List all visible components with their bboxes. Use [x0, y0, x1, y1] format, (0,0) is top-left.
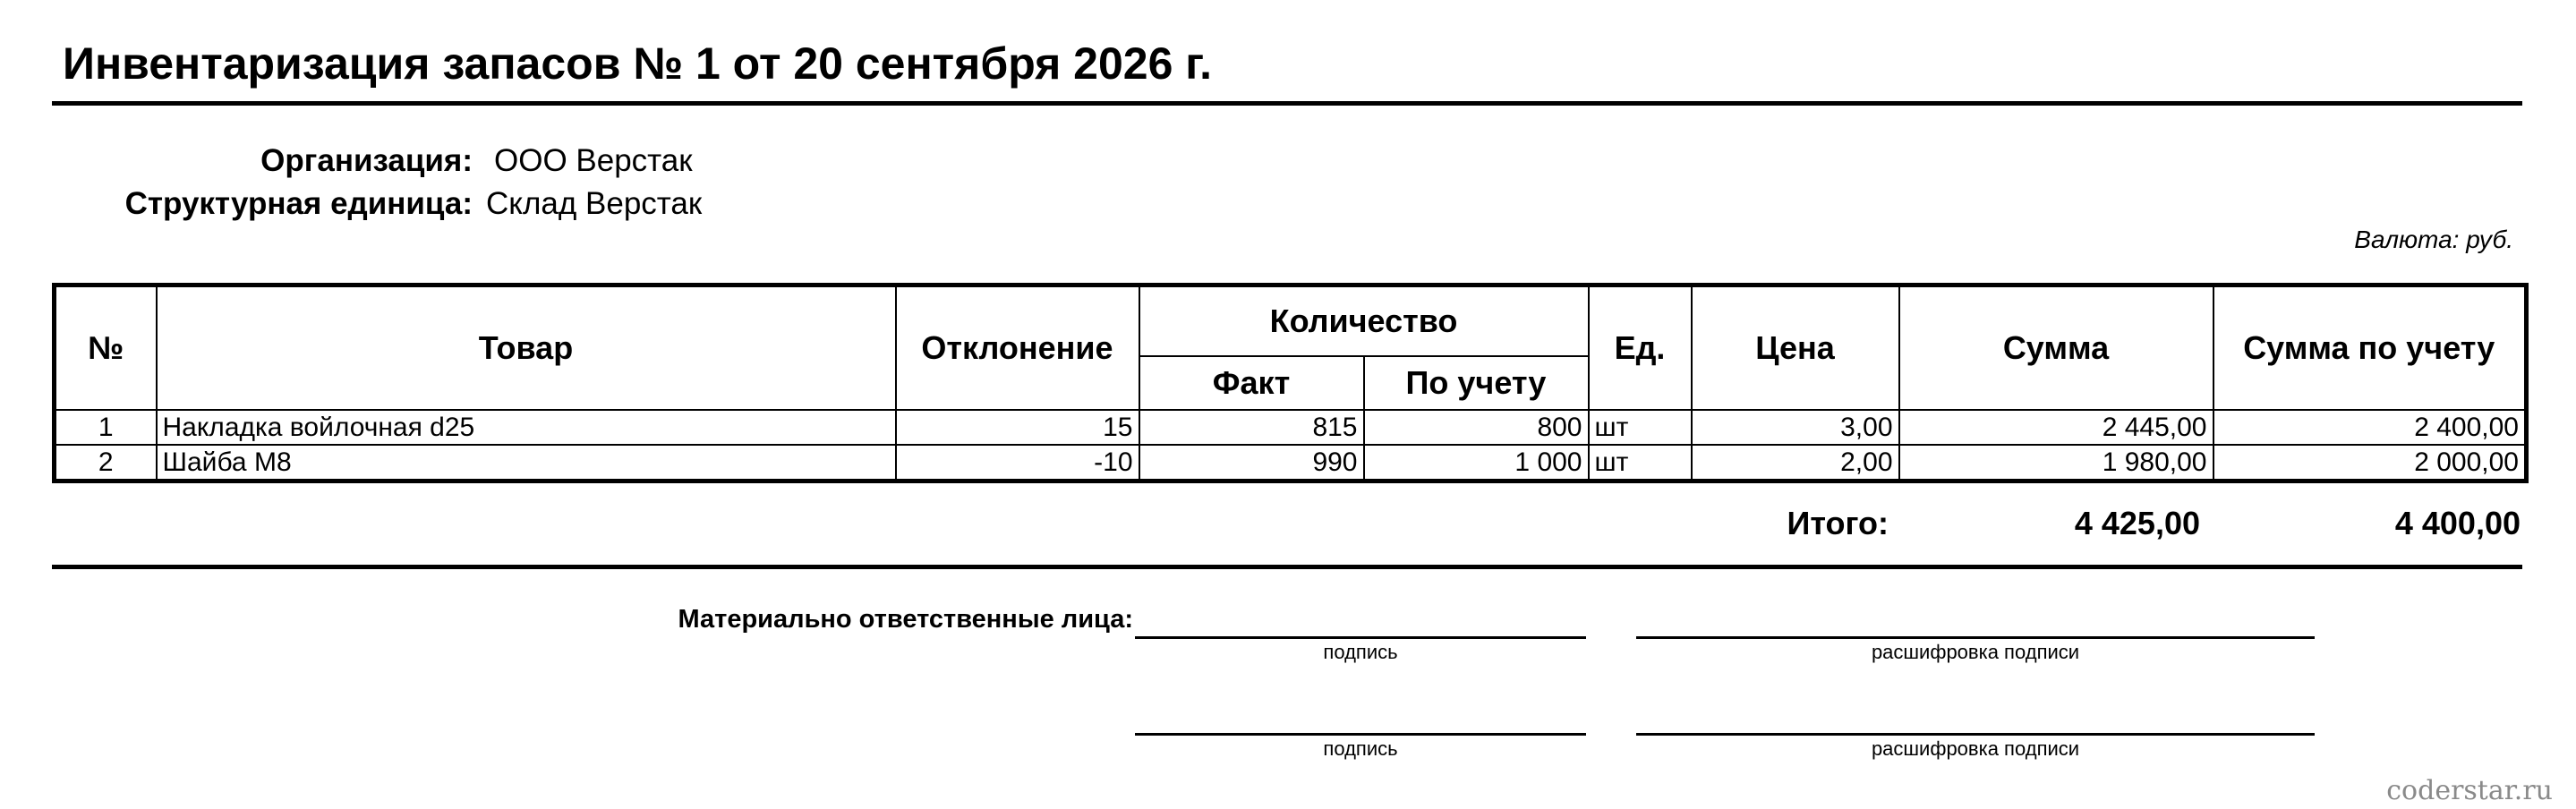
site-watermark: coderstar.ru	[2386, 775, 2553, 806]
signature-caption: подпись	[1323, 737, 1398, 760]
bottom-rule	[52, 565, 2522, 569]
unit-label: Структурная единица:	[124, 186, 473, 221]
header-unit: Ед.	[1589, 285, 1692, 411]
cell-deviation: 15	[896, 410, 1139, 445]
signature-line	[1135, 733, 1586, 736]
cell-accounting: 800	[1364, 410, 1589, 445]
cell-product: Шайба М8	[157, 445, 896, 481]
header-sum-accounting: Сумма по учету	[2213, 285, 2527, 411]
header-num: №	[55, 285, 157, 411]
decoding-line	[1636, 733, 2315, 736]
top-rule	[52, 101, 2522, 106]
currency-note: Валюта: руб.	[2354, 226, 2513, 253]
organization-label: Организация:	[260, 143, 473, 178]
header-sum: Сумма	[1899, 285, 2213, 411]
cell-sum: 2 445,00	[1899, 410, 2213, 445]
total-sum: 4 425,00	[2074, 505, 2200, 541]
cell-fact: 990	[1139, 445, 1364, 481]
cell-product: Накладка войлочная d25	[157, 410, 896, 445]
total-sum-accounting: 4 400,00	[2394, 505, 2521, 541]
header-quantity: Количество	[1139, 285, 1589, 357]
header-fact: Факт	[1139, 356, 1364, 410]
cell-price: 2,00	[1692, 445, 1899, 481]
decoding-line	[1636, 636, 2315, 639]
header-price: Цена	[1692, 285, 1899, 411]
cell-sum-accounting: 2 000,00	[2213, 445, 2527, 481]
signature-line	[1135, 636, 1586, 639]
table-row	[55, 410, 2527, 445]
unit-value: Склад Верстак	[486, 186, 703, 221]
decoding-caption: расшифровка подписи	[1871, 737, 2080, 760]
signature-caption: подпись	[1323, 641, 1398, 663]
total-label: Итого:	[1787, 505, 1889, 541]
cell-accounting: 1 000	[1364, 445, 1589, 481]
inventory-table	[52, 283, 2529, 483]
decoding-caption: расшифровка подписи	[1871, 641, 2080, 663]
cell-unit: шт	[1589, 410, 1692, 445]
header-accounting: По учету	[1364, 356, 1589, 410]
responsible-label: Материально ответственные лица:	[678, 605, 1133, 634]
cell-num: 2	[55, 445, 157, 481]
cell-unit: шт	[1589, 445, 1692, 481]
cell-sum-accounting: 2 400,00	[2213, 410, 2527, 445]
organization-value: ООО Верстак	[494, 143, 693, 178]
cell-deviation: -10	[896, 445, 1139, 481]
header-deviation: Отклонение	[896, 285, 1139, 411]
document-title: Инвентаризация запасов № 1 от 20 сентября 2026 г.	[63, 38, 1212, 89]
table-row	[55, 445, 2527, 481]
cell-fact: 815	[1139, 410, 1364, 445]
header-product: Товар	[157, 285, 896, 411]
cell-sum: 1 980,00	[1899, 445, 2213, 481]
cell-num: 1	[55, 410, 157, 445]
cell-price: 3,00	[1692, 410, 1899, 445]
